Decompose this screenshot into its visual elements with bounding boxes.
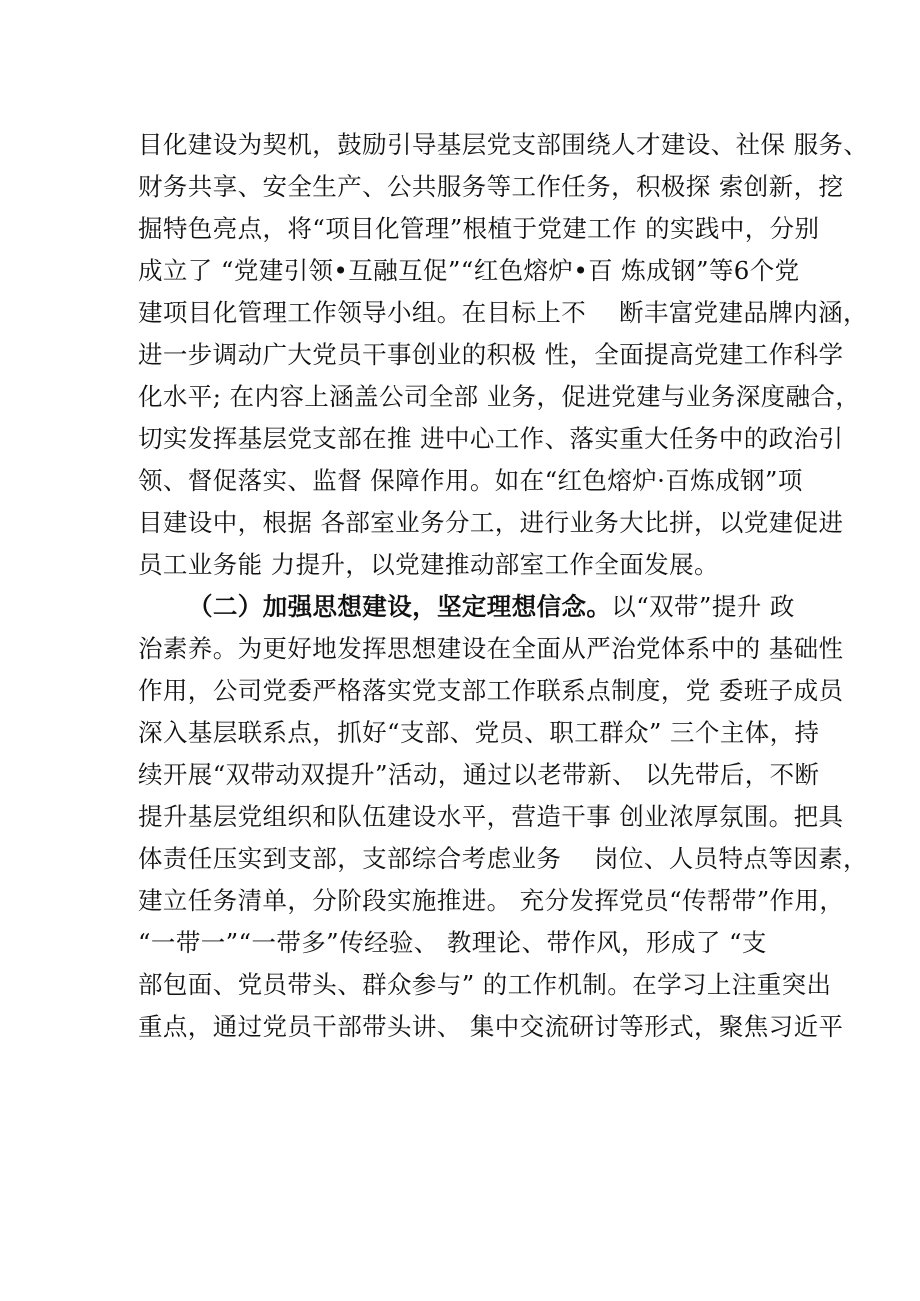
text-line: 建立任务清单，分阶段实施推进。 充分发挥党员“传帮带”作用， <box>138 886 845 915</box>
text-line: 领、督促落实、监督 保障作用。如在“红色熔炉·百炼成钢”项 <box>138 466 803 495</box>
text-line: 重点，通过党员干部带头讲、 集中交流研讨等形式，聚焦习近平 <box>138 1012 844 1041</box>
section-heading-continuation: 以“双带”提升 政 <box>611 592 795 621</box>
text-line: 部包面、党员带头、群众参与” 的工作机制。在学习上注重突出 <box>138 970 832 999</box>
section-heading: （二）加强思想建设，坚定理想信念。 <box>188 592 612 621</box>
text-line: 治素养。为更好地发挥思想建设在全面从严治党体系中的 基础性 <box>138 634 844 663</box>
section-heading-line <box>188 586 798 628</box>
text-line: 员工业务能 力提升，以党建推动部室工作全面发展。 <box>138 550 719 579</box>
text-line: 化水平; 在内容上涵盖公司全部 业务，促进党建与业务深度融合， <box>138 382 861 411</box>
text-line: 体责任压实到支部，支部综合考虑业务 岗位、人员特点等因素， <box>138 844 868 873</box>
text-line: 成立了 “党建引领•互融互促”“红色熔炉•百 炼成钢”等6个党 <box>138 256 800 285</box>
text-line: “一带一”“一带多”传经验、 教理论、带作风，形成了 “支 <box>138 928 767 957</box>
text-line: 进一步调动广大党员干事创业的积极 性，全面提高党建工作科学 <box>138 340 844 369</box>
text-line: 目建设中，根据 各部室业务分工，进行业务大比拼，以党建促进 <box>138 508 844 537</box>
text-line: 提升基层党组织和队伍建设水平，营造干事 创业浓厚氛围。把具 <box>138 802 844 831</box>
text-line: 深入基层联系点，抓好“支部、党员、职工群众” 三个主体，持 <box>138 718 820 747</box>
text-line: 续开展“双带动双提升”活动，通过以老带新、 以先带后，不断 <box>138 760 820 789</box>
text-line: 建项目化管理工作领导小组。在目标上不 断丰富党建品牌内涵， <box>138 298 868 327</box>
text-line: 作用，公司党委严格落实党支部工作联系点制度，党 委班子成员 <box>138 676 844 705</box>
text-line: 目化建设为契机，鼓励引导基层党支部围绕人才建设、社保 服务、 <box>138 130 869 159</box>
text-line: 切实发挥基层党支部在推 进中心工作、落实重大任务中的政治引 <box>138 424 844 453</box>
text-line: 掘特色亮点，将“项目化管理”根植于党建工作 的实践中，分别 <box>138 214 820 243</box>
text-line: 财务共享、安全生产、公共服务等工作任务，积极探 索创新，挖 <box>138 172 844 201</box>
